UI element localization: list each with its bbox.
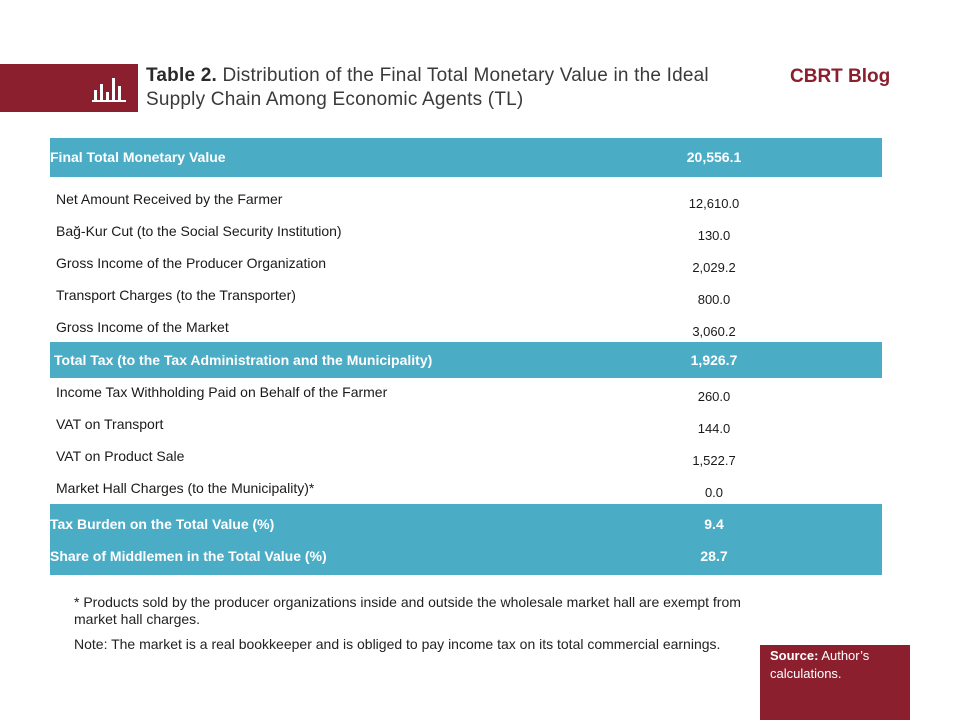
row-label: VAT on Transport: [56, 416, 164, 432]
row-label: Income Tax Withholding Paid on Behalf of the Farmer: [56, 384, 388, 400]
table-row: [50, 474, 882, 504]
row-value: 3,060.2: [692, 324, 736, 339]
row-value: 20,556.1: [686, 149, 742, 165]
table-row: [50, 217, 882, 249]
row-label: Bağ-Kur Cut (to the Social Security Institution): [56, 223, 342, 239]
row-label: Net Amount Received by the Farmer: [56, 191, 283, 207]
footnote: * Products sold by the producer organizations inside and outside the wholesale market hall are exempt from market hall charges.: [74, 594, 741, 627]
source-box: [760, 645, 910, 720]
row-value: 2,029.2: [692, 260, 736, 275]
row-value: 9.4: [704, 516, 724, 532]
source-text: Author’s calculations.: [770, 648, 870, 681]
table-row: [50, 410, 882, 442]
row-label: Market Hall Charges (to the Municipality)*: [56, 480, 315, 496]
table-row-tax-burden: [50, 504, 882, 540]
page-title: [146, 64, 746, 112]
distribution-table: [50, 138, 882, 575]
table-row: [50, 442, 882, 474]
brand-logo: CBRT Blog: [790, 66, 891, 87]
source-label: Source:: [770, 648, 819, 663]
row-value: 12,610.0: [688, 196, 740, 211]
table-row: [50, 313, 882, 342]
title-text: Distribution of the Final Total Monetary Value in the Ideal Supply Chain Among Economic Agents (TL): [146, 65, 709, 110]
note: Note: The market is a real bookkeeper and is obliged to pay income tax on its total commercial earnings.: [74, 636, 721, 652]
row-label: Transport Charges (to the Transporter): [56, 287, 296, 303]
bar-chart-icon: [92, 74, 128, 102]
row-label: Final Total Monetary Value: [50, 149, 226, 165]
table-number: Table 2.: [146, 65, 217, 86]
row-label: Tax Burden on the Total Value (%): [50, 516, 275, 532]
row-value: 144.0: [697, 421, 731, 436]
table-notes: [74, 594, 754, 661]
row-value: 0.0: [704, 485, 724, 500]
row-value: 28.7: [700, 548, 728, 564]
row-label: Total Tax (to the Tax Administration and the Municipality): [54, 352, 433, 368]
table-row: [50, 281, 882, 313]
table-row-final-total: [50, 138, 882, 177]
row-value: 130.0: [697, 228, 731, 243]
row-label: Gross Income of the Producer Organization: [56, 255, 327, 271]
row-label: Gross Income of the Market: [56, 319, 229, 335]
row-label: Share of Middlemen in the Total Value (%): [50, 548, 327, 564]
table-row: [50, 378, 882, 410]
row-value: 800.0: [697, 292, 731, 307]
table-row: [50, 249, 882, 281]
table-row-total-tax: [50, 342, 882, 378]
row-value: 1,522.7: [692, 453, 736, 468]
row-label: VAT on Product Sale: [56, 448, 185, 464]
table-row: [50, 185, 882, 217]
row-value: 1,926.7: [690, 352, 738, 368]
table-row-middlemen-share: [50, 540, 882, 575]
row-value: 260.0: [697, 389, 731, 404]
